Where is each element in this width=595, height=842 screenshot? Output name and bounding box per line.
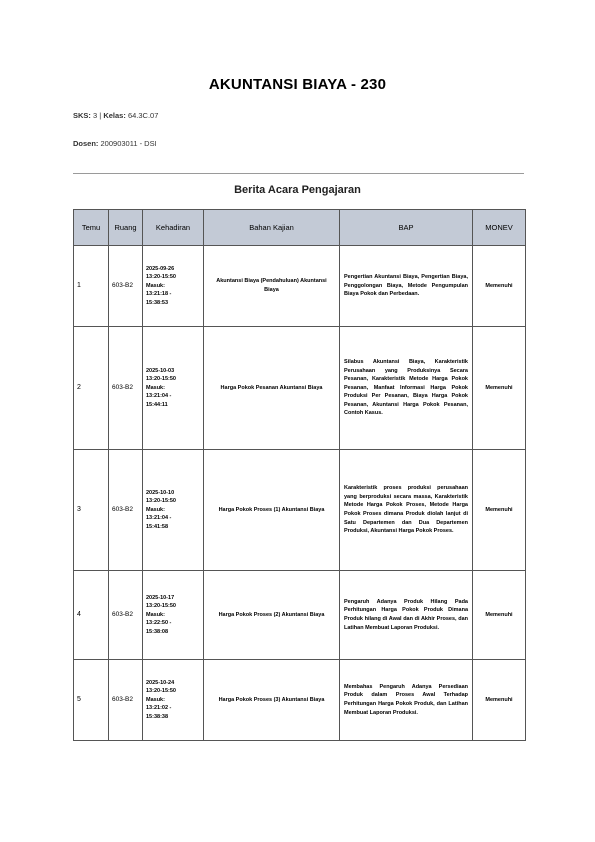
ruang-cell: 603-B2 [109, 327, 143, 450]
header-kehadiran: Kehadiran [143, 210, 204, 246]
section-title: Berita Acara Pengajaran [234, 184, 361, 196]
bap-cell: Pengertian Akuntansi Biaya, Pengertian Biaya, Penggolongan Biaya, Metode Pengumpulan Biaya Pokok dan Perbedaan. [340, 246, 473, 327]
bap-cell: Silabus Akuntansi Biaya, Karakteristik Perusahaan yang Produksinya Secara Pesanan, Karakteristik Metode Harga Pokok Pesanan, Manfaat Informasi Harga Pokok Produksi Per Pesanan, Biaya Harga Pokok Pesanan, Akuntansi Harga Pokok Pesanan, Contoh Kasus. [340, 327, 473, 450]
ruang-cell: 603-B2 [109, 246, 143, 327]
header-monev: MONEV [473, 210, 526, 246]
kehadiran-cell [143, 327, 204, 450]
attendance-date: 2025-10-17 [146, 594, 175, 601]
monev-cell: Memenuhi [473, 660, 526, 741]
kehadiran-cell [143, 450, 204, 571]
attendance-label: Masuk: [146, 384, 165, 391]
kelas-label: Kelas: [103, 111, 126, 120]
course-info [73, 111, 158, 120]
divider [73, 173, 524, 174]
attendance-in: 13:21:18 - [146, 291, 172, 298]
meta-separator: | [99, 111, 102, 120]
attendance-date: 2025-09-26 [146, 265, 175, 272]
bap-cell: Karakteristik proses produksi perusahaan yang berproduksi secara massa, Karakteristik Metode Harga Pokok Proses, Metode Harga Pokok Proses dimana Produk diolah lanjut di Satu Departemen dan Dua Departemen Produksi, Akuntansi Harga Pokok Proses. [340, 450, 473, 571]
bap-cell: Membahas Pengaruh Adanya Persediaan Produk dalam Proses Awal Terhadap Perhitungan Harga Pokok Produk, dan Latihan Membuat Laporan Produksi. [340, 660, 473, 741]
sks-value: 3 [93, 111, 98, 120]
kehadiran-cell [143, 660, 204, 741]
ruang-cell: 603-B2 [109, 571, 143, 660]
header-bap: BAP [340, 210, 473, 246]
kelas-value: 64.3C.07 [127, 111, 159, 120]
temu-cell: 4 [74, 571, 109, 660]
kehadiran-cell [143, 571, 204, 660]
attendance-in: 13:21:02 - [146, 705, 172, 712]
attendance-label: Masuk: [146, 611, 165, 618]
header-ruang: Ruang [109, 210, 143, 246]
bahan-kajian-cell: Harga Pokok Pesanan Akuntansi Biaya [204, 327, 340, 450]
attendance-out: 15:44:11 [146, 401, 168, 408]
monev-cell: Memenuhi [473, 571, 526, 660]
bahan-kajian-cell: Akuntansi Biaya (Pendahuluan) Akuntansi Biaya [204, 246, 340, 327]
lecturer-info [73, 139, 157, 148]
table-header-row [74, 210, 526, 246]
page-title: AKUNTANSI BIAYA - 230 [208, 76, 387, 93]
attendance-in: 13:21:04 - [146, 393, 172, 400]
attendance-out: 15:38:38 [146, 713, 169, 720]
monev-cell: Memenuhi [473, 450, 526, 571]
attendance-schedule: 13:20-15:50 [146, 498, 176, 505]
temu-cell: 5 [74, 660, 109, 741]
attendance-out: 15:38:53 [146, 299, 169, 306]
teaching-record-table [73, 209, 526, 741]
table-row [74, 571, 526, 660]
attendance-out: 15:38:08 [146, 628, 169, 635]
attendance-label: Masuk: [146, 282, 165, 289]
dosen-value: 200903011 - DSI [100, 139, 157, 148]
attendance-in: 13:22:50 - [146, 620, 172, 627]
attendance-date: 2025-10-03 [146, 367, 175, 374]
temu-cell: 1 [74, 246, 109, 327]
attendance-schedule: 13:20-15:50 [146, 603, 176, 610]
attendance-date: 2025-10-24 [146, 679, 175, 686]
bahan-kajian-cell: Harga Pokok Proses (1) Akuntansi Biaya [204, 450, 340, 571]
temu-cell: 3 [74, 450, 109, 571]
table-row [74, 246, 526, 327]
attendance-date: 2025-10-10 [146, 489, 175, 496]
dosen-label: Dosen: [73, 139, 99, 148]
sks-label: SKS: [73, 111, 91, 120]
header-bahan-kajian: Bahan Kajian [204, 210, 340, 246]
table-row [74, 450, 526, 571]
bap-cell: Pengaruh Adanya Produk Hilang Pada Perhitungan Harga Pokok Produk Dimana Produk hilang di Awal dan di Akhir Proses, dan Latihan Membuat Laporan Produksi. [340, 571, 473, 660]
attendance-out: 15:41:58 [146, 523, 169, 530]
temu-cell: 2 [74, 327, 109, 450]
header-temu: Temu [74, 210, 109, 246]
table-row [74, 660, 526, 741]
attendance-label: Masuk: [146, 506, 165, 513]
monev-cell: Memenuhi [473, 246, 526, 327]
attendance-schedule: 13:20-15:50 [146, 376, 176, 383]
ruang-cell: 603-B2 [109, 450, 143, 571]
attendance-schedule: 13:20-15:50 [146, 274, 176, 281]
kehadiran-cell [143, 246, 204, 327]
monev-cell: Memenuhi [473, 327, 526, 450]
table-row [74, 327, 526, 450]
bahan-kajian-cell: Harga Pokok Proses (3) Akuntansi Biaya [204, 660, 340, 741]
attendance-in: 13:21:04 - [146, 515, 172, 522]
attendance-label: Masuk: [146, 696, 165, 703]
bahan-kajian-cell: Harga Pokok Proses (2) Akuntansi Biaya [204, 571, 340, 660]
ruang-cell: 603-B2 [109, 660, 143, 741]
attendance-schedule: 13:20-15:50 [146, 688, 176, 695]
